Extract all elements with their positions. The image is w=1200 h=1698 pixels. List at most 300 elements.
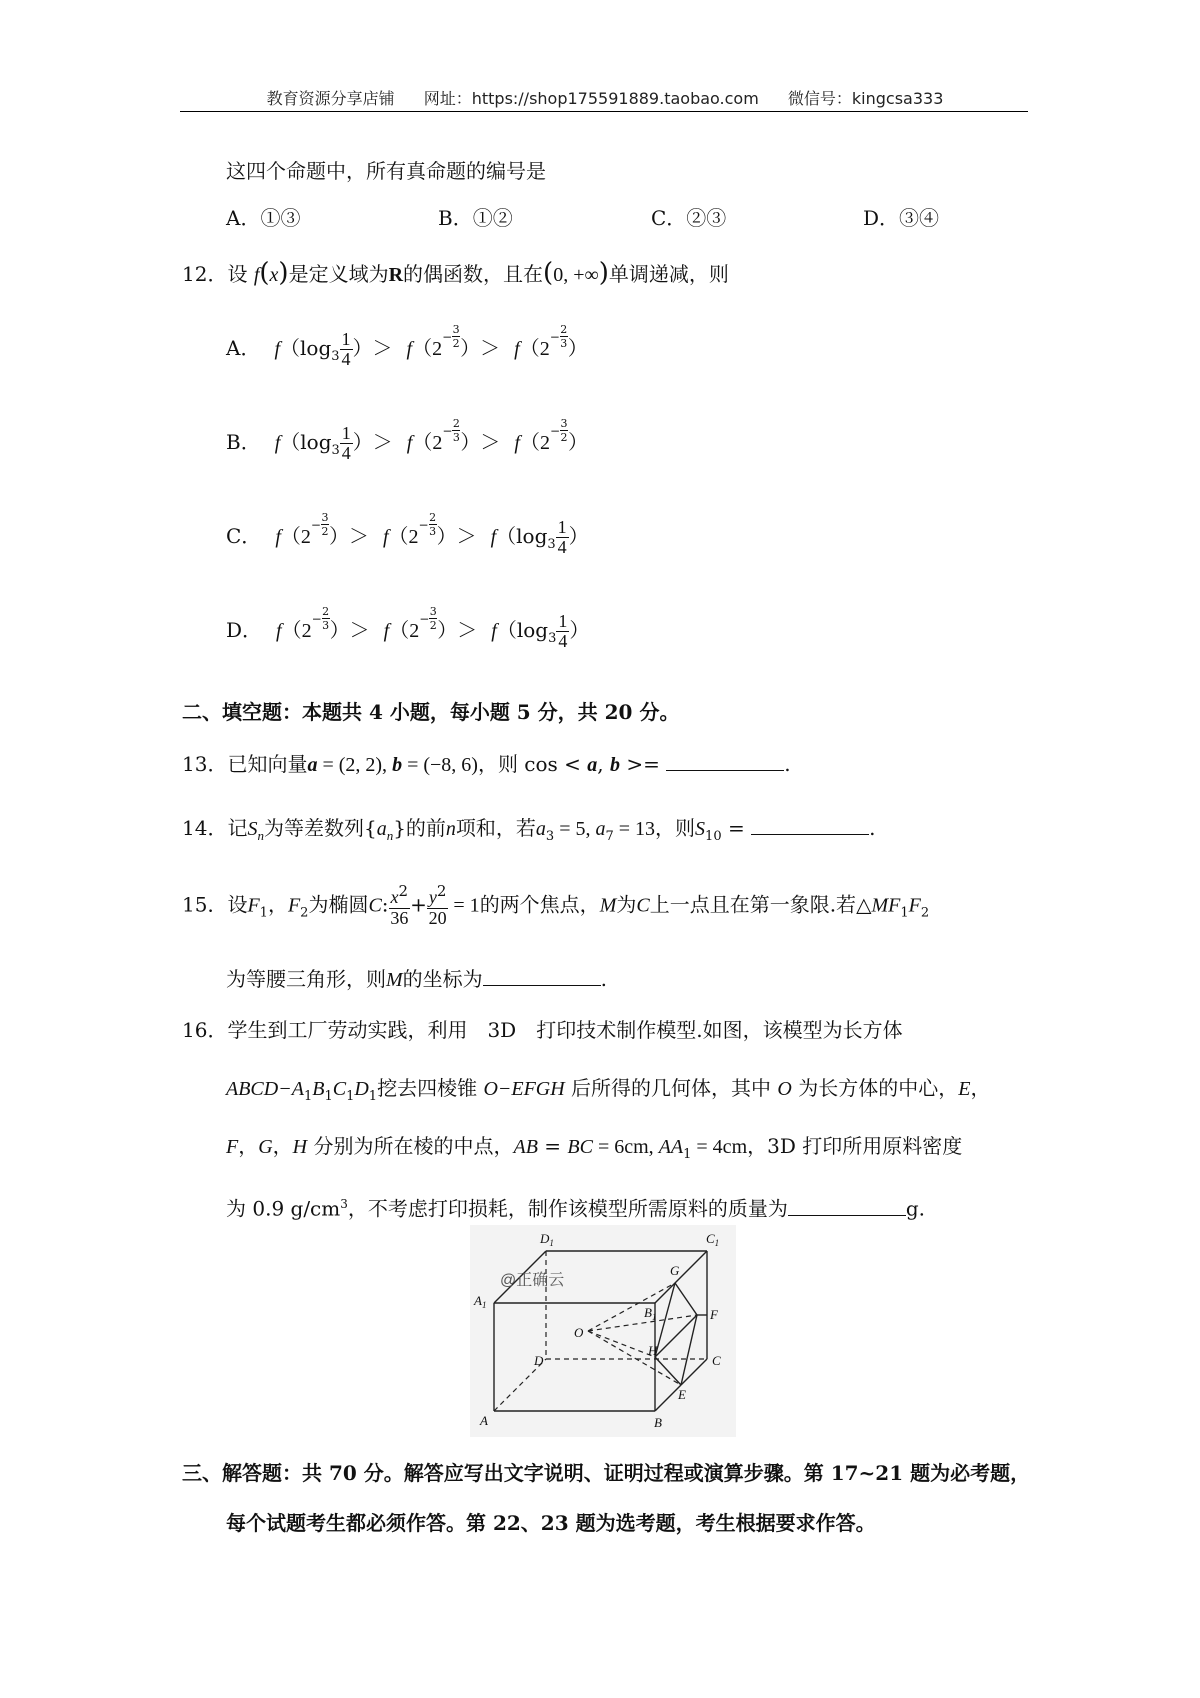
q16-text: ， (238, 1134, 259, 1158)
q12-log: log (516, 523, 548, 548)
q12-rparen: ） (328, 523, 349, 548)
q12-option-c (226, 511, 589, 558)
q12-f: f (491, 619, 497, 642)
q12-f: f (274, 431, 281, 454)
q12-minus: − (442, 423, 453, 438)
q12-exp-frac (429, 512, 437, 537)
q13-text: 已知向量 (227, 752, 308, 776)
q12-interval: 0, +∞ (553, 264, 599, 286)
q14-text: ，则 (655, 816, 696, 840)
q15-d36: 36 (390, 907, 409, 928)
figure-watermark: @正确云 (500, 1272, 565, 1289)
edge-o-f (588, 1315, 697, 1331)
q16-AA: AA (658, 1136, 684, 1158)
q12-frac-den: 4 (341, 442, 351, 463)
q15 (182, 884, 929, 928)
q16-eq: = (537, 1134, 568, 1158)
q12-exp-num: 3 (429, 605, 437, 619)
q12-lparen: （ (280, 523, 301, 548)
q12-log-expr (516, 517, 569, 557)
q12-f: f (514, 337, 520, 360)
q12-f: f (514, 431, 520, 454)
q14-text: 记 (227, 816, 248, 840)
q12-minus: − (442, 329, 453, 344)
q12-option-label: D． (226, 617, 263, 642)
q12-lparen: （ (280, 335, 301, 360)
q15-y: y (428, 887, 437, 907)
q16-box-name: ABCD−A (226, 1078, 304, 1100)
q14-sub: 3 (545, 829, 555, 844)
q12-gt: ＞ (348, 523, 369, 548)
q11-option-a: A．①③ (226, 206, 301, 230)
q12-exp-frac (452, 418, 460, 443)
q15-line2 (226, 966, 607, 993)
q12-stem-text: 单调递减，则 (608, 262, 729, 286)
label-b1-letter: B (644, 1305, 652, 1320)
q12-power-expr (432, 417, 460, 454)
label-a1 (473, 1293, 486, 1310)
q12-exp-den: 3 (560, 337, 568, 351)
q16-text: 分别为所在棱的中点， (307, 1134, 514, 1158)
q11-prompt: 这四个命题中，所有真命题的编号是 (226, 159, 546, 183)
q12-exp-frac (560, 418, 568, 443)
wechat-id: 微信号：kingcsa333 (787, 89, 944, 108)
q12-minus: − (310, 517, 321, 532)
q15-M: M (599, 894, 617, 917)
q15-triangle: △ (856, 892, 872, 917)
q16-line3 (226, 1133, 962, 1168)
q15-colon: : (381, 892, 389, 917)
q16-line1 (182, 1017, 903, 1043)
q15-F2: F (287, 894, 301, 917)
q12-rparen: ） (460, 335, 481, 360)
q12-base-two: 2 (539, 337, 550, 360)
label-g: G (670, 1263, 680, 1278)
q14-sub: n (386, 828, 394, 843)
edge-g-h (655, 1283, 675, 1357)
q12-rparen: ） (569, 617, 590, 642)
q12-power-expr (300, 511, 329, 548)
q12-base-two: 2 (539, 431, 550, 454)
q11-option-b: B．①② (438, 206, 513, 230)
q16-box-name: C (332, 1078, 347, 1100)
label-b: B (654, 1415, 662, 1430)
edge-g-c1 (675, 1251, 707, 1283)
cuboid-figure (470, 1225, 736, 1437)
q12-option-label: A． (226, 335, 261, 360)
label-a: A (480, 1413, 488, 1428)
q12-option-d (226, 605, 590, 652)
cuboid-diagram (470, 1225, 736, 1437)
q12-exponent (442, 324, 460, 349)
q12-frac-num: 1 (341, 423, 351, 443)
edge-o-e (588, 1331, 681, 1385)
q12-exponent (312, 606, 330, 631)
q12-log-expr (300, 423, 353, 463)
q16-number: 16． (182, 1018, 228, 1042)
q12-exponent (419, 512, 437, 537)
q16-box-name: D (354, 1078, 369, 1100)
q16-text: 后所得的几何体，其中 (564, 1076, 778, 1100)
q12-rparen: ） (437, 617, 458, 642)
q12-option-label: B． (226, 429, 261, 454)
q16-box-name: B (312, 1078, 325, 1100)
q15-sub: 2 (920, 905, 930, 921)
q12-exp-den: 3 (322, 619, 330, 633)
q15-number: 15． (182, 892, 228, 917)
q12-stem-text: 设 (227, 262, 248, 286)
shop-url: 网址：https://shop175591889.taobao.com (423, 89, 759, 108)
q12-stem: 12．设 f(x)是定义域为R的偶函数，且在(0, +∞)单调递减，则 (182, 258, 729, 288)
q13-eq-a: = (2, 2), (317, 754, 393, 776)
q12-lparen: （ (412, 335, 433, 360)
q12-log-base: 3 (331, 442, 340, 458)
q12-exp-num: 2 (322, 605, 330, 619)
q12-R: R (388, 264, 404, 286)
q12-log-base: 3 (547, 536, 556, 552)
q12-rparen: ） (568, 523, 589, 548)
q16-text: 挖去四棱锥 (377, 1076, 484, 1100)
q15-text: 为 (616, 892, 637, 917)
q15-text: 设 (227, 892, 248, 917)
q12-option-b (226, 417, 589, 464)
q16-text: ， (272, 1134, 293, 1158)
edge-o-h (588, 1331, 655, 1357)
q12-exp-den: 3 (452, 431, 460, 445)
q13-eq-b: = (−8, 6) (402, 754, 478, 776)
q13-vec-b: b (392, 754, 403, 776)
q16-line4 (226, 1191, 925, 1222)
q12-option-label: C． (226, 523, 262, 548)
q15-M: M (386, 969, 403, 991)
q15-text: 为等腰三角形，则 (226, 967, 386, 991)
q12-log: log (300, 429, 332, 454)
q11-option-d: D．③④ (863, 206, 940, 230)
edge-g-f (675, 1283, 697, 1315)
q12-power-expr (432, 323, 460, 360)
q12-gt: ＞ (372, 335, 393, 360)
q15-text: 为椭圆 (308, 892, 369, 917)
q12-rparen: ） (567, 335, 588, 360)
label-f: F (710, 1307, 718, 1322)
q14-text: 项和，若 (455, 816, 536, 840)
q12-exp-den: 2 (452, 337, 460, 351)
q12-exp-den: 3 (429, 525, 437, 539)
q16-F: F (226, 1136, 239, 1158)
q16-O: O (777, 1078, 792, 1100)
q16-sub: 1 (368, 1089, 378, 1104)
q14-text: 为等差数列{ (263, 816, 377, 840)
q12-minus: − (311, 611, 322, 626)
q16-sub: 1 (324, 1089, 333, 1104)
q14-a: a (376, 818, 387, 840)
q14-S: S (247, 818, 258, 840)
q15-sub: 2 (300, 905, 309, 921)
q12-gt: ＞ (457, 617, 478, 642)
edge-o-g (588, 1283, 675, 1331)
q12-base-two: 2 (300, 525, 311, 548)
q16-BC: BC (567, 1136, 593, 1158)
q13-vec-a: a (587, 754, 598, 776)
q12-exponent (419, 606, 437, 631)
q12-rparen: ） (436, 523, 457, 548)
q12-frac-num: 1 (341, 329, 351, 349)
q12-frac-den: 4 (557, 536, 567, 557)
page-header (182, 86, 1028, 109)
label-c1-letter: C (706, 1231, 715, 1246)
q12-minus: − (549, 329, 560, 344)
q15-eq1: = 1 (448, 894, 480, 917)
q12-gt: ＞ (372, 429, 393, 454)
q12-frac-num: 1 (558, 611, 568, 631)
section3-line2: 每个试题考生都必须作答。第 22、23 题为选考题，考生根据要求作答。 (226, 1511, 876, 1535)
label-d1-sub: 1 (549, 1238, 554, 1248)
q12-option-a (226, 323, 588, 370)
q12-power-expr (409, 605, 437, 642)
q15-F1: F (247, 894, 260, 917)
q12-f: f (383, 619, 390, 642)
q12-log-base: 3 (331, 348, 340, 364)
q12-gt: ＞ (480, 335, 501, 360)
q13-vec-b: b (610, 754, 621, 776)
label-b1-sub: 1 (651, 1312, 657, 1322)
q16-text: ， (970, 1076, 991, 1100)
header-rule (180, 111, 1028, 112)
q12-f: f (406, 431, 413, 454)
q12-power-expr (539, 417, 568, 454)
q12-exp-frac (560, 324, 568, 349)
label-o: O (574, 1325, 584, 1340)
label-c: C (712, 1353, 721, 1368)
q15-MF: MF (871, 894, 901, 917)
q13-text: >= (620, 752, 667, 776)
q12-exponent (442, 418, 460, 443)
q12-frac-den: 4 (558, 630, 568, 651)
q14-val: = 13 (613, 818, 656, 840)
q14-sub: 10 (705, 829, 722, 844)
q12-power-expr (408, 511, 437, 548)
q12-minus: − (549, 423, 561, 438)
q16-pyramid: O−EFGH (483, 1078, 565, 1100)
q12-log: log (300, 335, 332, 360)
q16-sup: 3 (340, 1197, 348, 1211)
q12-rparen: ） (329, 617, 350, 642)
q16-G: G (258, 1136, 273, 1158)
q12-frac (340, 330, 353, 369)
q12-minus: − (418, 517, 429, 532)
q12-stem-text: 的偶函数，且在 (403, 262, 544, 286)
q12-frac (556, 612, 569, 651)
shop-name: 教育资源分享店铺 (266, 89, 395, 108)
q15-F: F (908, 894, 921, 917)
q12-log: log (516, 617, 549, 642)
q12-power-expr (539, 323, 568, 360)
q16-eq: = 4cm (691, 1136, 748, 1158)
q12-exp-den: 2 (429, 619, 437, 633)
q12-f: f (406, 337, 413, 360)
q15-d20: 20 (428, 907, 447, 928)
edge-f-e (681, 1315, 697, 1385)
q16-sub: 1 (683, 1147, 692, 1162)
q16-line2 (226, 1075, 990, 1110)
q12-f: f (490, 525, 497, 548)
q12-exp-frac (321, 512, 329, 537)
q14-text: }的前 (393, 816, 446, 840)
q16-H: H (292, 1136, 308, 1158)
q12-number: 12． (182, 262, 228, 286)
q16-text: 为 0.9 g/cm (226, 1196, 341, 1221)
q12-power-expr (301, 605, 330, 642)
q15-answer-blank[interactable] (483, 967, 601, 986)
q12-base-two: 2 (408, 525, 419, 548)
q14-end: . (869, 816, 876, 840)
q15-sep: ， (267, 892, 288, 917)
q12-stem-text: 是定义域为 (288, 262, 389, 286)
q12-exp-num: 2 (429, 511, 437, 525)
label-d1 (539, 1231, 554, 1248)
q15-C: C (368, 894, 382, 917)
q12-base-two: 2 (432, 431, 443, 454)
q12-x: x (269, 264, 279, 286)
q12-gt: ＞ (480, 429, 501, 454)
q12-rparen: ） (460, 429, 481, 454)
q12-f: f (274, 337, 281, 360)
q12-exp-num: 2 (560, 323, 568, 337)
q15-C: C (636, 894, 650, 917)
q12-exponent (311, 512, 329, 537)
q14-sub: n (257, 828, 264, 843)
q15-plus: + (410, 892, 427, 917)
q15-sub: 1 (900, 905, 909, 921)
q12-base-two: 2 (301, 619, 312, 642)
edge-e-c (681, 1359, 707, 1385)
q12-rparen: ） (352, 429, 373, 454)
q15-frac-x (389, 884, 411, 928)
q12-base-two: 2 (432, 337, 443, 360)
q12-f: f (253, 264, 260, 286)
q16-text: 为长方体的中心， (791, 1076, 959, 1100)
q16-text: ，3D 打印所用原料密度 (747, 1134, 963, 1158)
edge-h-e (655, 1357, 681, 1385)
q12-lparen: （ (519, 429, 540, 454)
q14-n: n (445, 818, 456, 840)
q12-log-expr (516, 611, 570, 651)
q12-exp-frac (452, 324, 460, 349)
q13-end: . (784, 752, 791, 776)
q12-frac (556, 518, 569, 557)
q14-a7: a (595, 818, 606, 840)
q13-vec-a: a (307, 754, 318, 776)
q16-text: ，不考虑打印损耗，制作该模型所需原料的质量为 (347, 1196, 788, 1221)
q12-f: f (275, 525, 281, 548)
q14-answer-blank[interactable] (751, 816, 869, 835)
q14 (182, 815, 875, 850)
q12-lparen: （ (496, 523, 517, 548)
q12-lparen: （ (280, 429, 301, 454)
q15-sq: 2 (436, 882, 447, 900)
q14-S10: S (695, 818, 706, 840)
q14-sub: 7 (605, 829, 614, 844)
q12-exp-num: 3 (321, 511, 329, 525)
section3-line1: 三、解答题：共 70 分。解答应写出文字说明、证明过程或演算步骤。第 17~21 题为必考题， (182, 1461, 1031, 1485)
q14-eq: = (721, 816, 752, 840)
q11-option-c: C．②③ (651, 206, 727, 230)
q13-answer-blank[interactable] (666, 752, 784, 771)
q14-number: 14． (182, 816, 228, 840)
label-a1-sub: 1 (481, 1300, 487, 1310)
q16-text: 学生到工厂劳动实践，利用 3D 打印技术制作模型.如图，该模型为长方体 (227, 1018, 903, 1042)
label-d: D (534, 1353, 544, 1368)
q12-gt: ＞ (456, 523, 477, 548)
q12-lparen: （ (519, 335, 540, 360)
q12-exp-den: 2 (560, 431, 568, 445)
q12-exp-frac (429, 606, 437, 631)
q15-text: 的坐标为 (402, 967, 483, 991)
q12-lparen: （ (281, 617, 302, 642)
q13-text: ，则 cos < (477, 752, 588, 776)
q12-exp-frac (322, 606, 330, 631)
q13-comma: , (597, 752, 611, 776)
q16-sub: 1 (346, 1089, 355, 1104)
q12-exponent (550, 324, 568, 349)
label-a1-letter: A (474, 1293, 482, 1308)
q12-lparen: （ (496, 617, 517, 642)
q12-frac-den: 4 (341, 348, 351, 369)
q14-val: = 5, (554, 818, 596, 840)
q12-frac-num: 1 (557, 517, 567, 537)
label-d1-letter: D (540, 1231, 550, 1246)
q12-log-expr (300, 329, 353, 369)
q12-lparen: （ (388, 523, 409, 548)
q15-sub: 1 (259, 905, 268, 921)
q16-end: g. (905, 1196, 926, 1221)
q16-sub: 1 (303, 1089, 313, 1104)
q15-text: 的两个焦点， (479, 892, 600, 917)
q15-sq: 2 (398, 882, 409, 900)
q12-gt: ＞ (349, 617, 370, 642)
q12-rparen: ） (568, 429, 589, 454)
q12-log-base: 3 (548, 630, 557, 646)
label-c1-sub: 1 (714, 1238, 720, 1248)
q12-lparen: （ (389, 617, 410, 642)
q12-exp-num: 2 (452, 417, 460, 431)
q16-E: E (958, 1078, 971, 1100)
q12-f: f (276, 619, 282, 642)
q16-eq: = 6cm, (592, 1136, 659, 1158)
q12-exp-num: 3 (560, 417, 568, 431)
q12-lparen: （ (412, 429, 433, 454)
q15-x: x (390, 887, 399, 907)
q15-frac-y (427, 884, 449, 928)
q15-end: . (600, 967, 608, 991)
q12-base-two: 2 (409, 619, 420, 642)
label-h: H (648, 1343, 658, 1358)
q12-frac (340, 424, 353, 463)
q12-exp-den: 2 (321, 525, 329, 539)
q12-f: f (382, 525, 389, 548)
q15-text: 上一点且在第一象限.若 (649, 892, 857, 917)
q12-exponent (550, 418, 568, 443)
q12-exp-num: 3 (452, 323, 460, 337)
q12-minus: − (419, 611, 430, 626)
q13-number: 13． (182, 752, 228, 776)
q14-a3: a (535, 818, 546, 840)
label-c1 (706, 1231, 719, 1248)
section2-title: 二、填空题：本题共 4 小题，每小题 5 分，共 20 分。 (182, 700, 680, 724)
q16-answer-blank[interactable] (788, 1197, 906, 1216)
q13 (182, 751, 791, 778)
label-e: E (678, 1387, 686, 1402)
